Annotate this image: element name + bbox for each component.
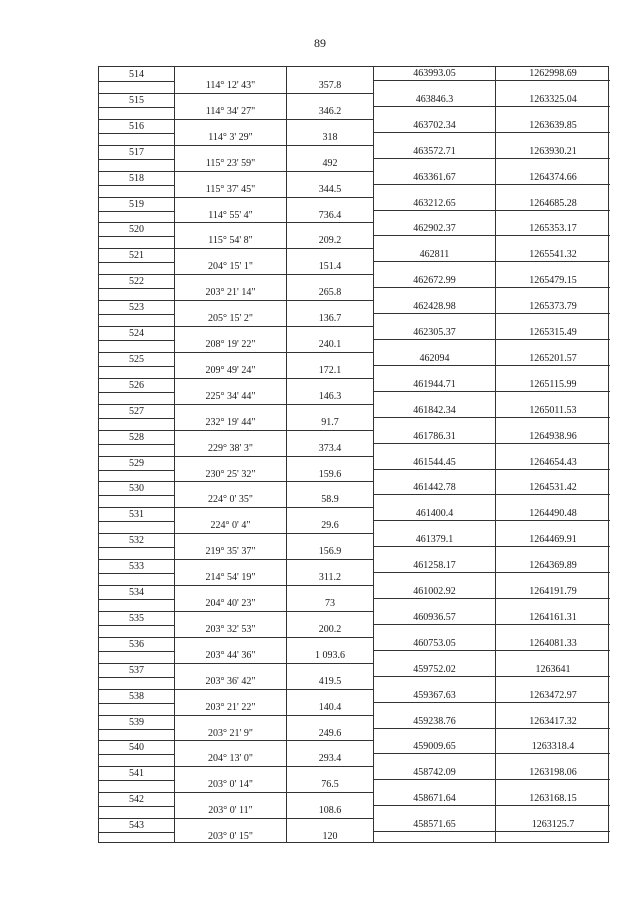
leg-distance: 76.5	[321, 779, 339, 791]
leg-distance: 151.4	[318, 261, 342, 273]
leg-distance: 419.5	[318, 675, 342, 687]
y-coordinate: 1264938.96	[529, 430, 577, 442]
x-coordinate: 459009.65	[413, 741, 456, 753]
x-coordinate: 463212.65	[413, 197, 456, 209]
direction-angle: 205° 15' 2"	[208, 313, 253, 325]
leg-distance: 311.2	[318, 572, 342, 584]
leg-distance: 140.4	[318, 701, 342, 713]
point-number: 531	[129, 509, 144, 521]
point-number: 514	[129, 69, 144, 80]
leg-distance: 58.9	[321, 494, 339, 506]
y-coordinate: 1263641	[535, 663, 571, 675]
x-coordinate: 463572.71	[413, 145, 456, 157]
direction-angle: 209° 49' 24"	[205, 364, 256, 376]
direction-angle: 203° 0' 14"	[208, 779, 253, 791]
leg-rows	[99, 67, 608, 842]
x-coordinate: 458742.09	[413, 767, 456, 779]
direction-angle: 203° 21' 14"	[205, 287, 256, 299]
point-number: 519	[129, 198, 144, 210]
direction-angle: 204° 15' 1"	[208, 261, 253, 273]
leg-distance: 265.8	[318, 287, 342, 299]
point-number: 537	[129, 664, 144, 676]
point-number: 540	[129, 742, 144, 754]
point-number: 535	[129, 612, 144, 624]
y-coordinate: 1264191.79	[529, 586, 577, 597]
direction-angle: 114° 3' 29"	[208, 131, 253, 143]
point-number: 522	[129, 276, 144, 288]
y-coordinate: 1264161.31	[529, 611, 577, 623]
y-coordinate: 1265115.99	[529, 378, 577, 390]
point-number: 529	[129, 457, 144, 469]
point-number: 518	[129, 172, 144, 184]
y-coordinate: 1265373.79	[529, 301, 577, 313]
direction-angle: 214° 54' 19"	[205, 572, 256, 584]
direction-angle: 230° 25' 32"	[205, 468, 256, 480]
y-coordinate: 1264081.33	[529, 637, 577, 649]
x-coordinate: 463361.67	[413, 171, 456, 183]
x-coordinate: 462902.37	[413, 223, 456, 235]
page-number: 89	[314, 36, 326, 50]
leg-distance: 200.2	[318, 623, 342, 635]
x-coordinate: 459238.76	[413, 715, 456, 727]
y-coordinate: 1263417.32	[529, 715, 577, 727]
x-coordinate: 461379.1	[415, 534, 454, 546]
y-coordinate: 1264531.42	[529, 482, 577, 494]
point-number: 539	[129, 716, 144, 728]
leg-distance: 108.6	[318, 805, 342, 817]
point-number: 536	[129, 638, 144, 650]
coordinates-table	[98, 66, 609, 843]
direction-angle: 203° 21' 9"	[208, 727, 253, 739]
leg-distance: 156.9	[318, 546, 342, 558]
leg-distance: 293.4	[318, 753, 342, 765]
y-coordinate: 1262998.69	[529, 68, 577, 79]
point-number: 526	[129, 379, 144, 391]
x-coordinate: 458671.64	[413, 793, 456, 805]
point-number: 528	[129, 431, 144, 443]
direction-angle: 204° 13' 0"	[208, 753, 253, 765]
leg-distance: 240.1	[318, 339, 342, 350]
point-number: 524	[129, 328, 144, 339]
point-number: 533	[129, 561, 144, 573]
y-coordinate: 1264685.28	[529, 197, 577, 209]
point-number: 542	[129, 794, 144, 806]
leg-distance: 73	[325, 598, 335, 609]
direction-angle: 115° 54' 8"	[208, 235, 253, 247]
y-coordinate: 1263639.85	[529, 119, 577, 131]
direction-angle: 225° 34' 44"	[205, 390, 256, 402]
leg-distance: 249.6	[318, 727, 342, 739]
y-coordinate: 1264469.91	[529, 534, 577, 546]
leg-distance: 344.5	[318, 183, 342, 195]
direction-angle: 114° 55' 4"	[208, 209, 253, 221]
y-coordinate: 1263318.4	[531, 741, 575, 753]
y-coordinate: 1263198.06	[529, 767, 577, 779]
leg-distance: 172.1	[318, 364, 342, 376]
point-number: 532	[129, 535, 144, 547]
leg-distance: 91.7	[321, 416, 339, 428]
y-coordinate: 1263125.7	[531, 819, 575, 831]
x-coordinate: 461442.78	[413, 482, 456, 494]
x-coordinate: 460753.05	[413, 637, 456, 649]
x-coordinate: 460936.57	[413, 611, 456, 623]
x-coordinate: 463846.3	[415, 93, 454, 105]
direction-angle: 203° 0' 11"	[208, 805, 253, 817]
direction-angle: 203° 32' 53"	[205, 623, 256, 635]
direction-angle: 219° 35' 37"	[205, 546, 256, 558]
leg-distance: 736.4	[318, 209, 342, 221]
direction-angle: 114° 34' 27"	[205, 105, 256, 117]
point-number: 521	[129, 250, 144, 262]
x-coordinate: 461786.31	[413, 430, 456, 442]
point-number: 525	[129, 353, 144, 365]
y-coordinate: 1263930.21	[529, 145, 577, 157]
direction-angle: 203° 44' 36"	[205, 649, 256, 661]
leg-distance: 120	[322, 831, 338, 843]
point-number: 530	[129, 483, 144, 495]
x-coordinate: 462305.37	[413, 327, 456, 338]
direction-angle: 229° 38' 3"	[208, 442, 253, 454]
leg-distance: 318	[322, 131, 338, 143]
x-coordinate: 462672.99	[413, 275, 456, 287]
direction-angle: 115° 37' 45"	[205, 183, 256, 195]
direction-angle: 114° 12' 43"	[205, 80, 256, 91]
leg-distance: 357.8	[318, 80, 342, 91]
leg-distance: 1 093.6	[315, 649, 345, 661]
leg-distance: 29.6	[321, 520, 339, 532]
x-coordinate: 461002.92	[413, 586, 456, 597]
point-number: 517	[129, 146, 144, 158]
leg-distance: 209.2	[318, 235, 342, 247]
x-coordinate: 462094	[419, 352, 450, 364]
x-coordinate: 461842.34	[413, 404, 456, 416]
y-coordinate: 1264654.43	[529, 456, 577, 468]
x-coordinate: 462811	[419, 249, 450, 261]
y-coordinate: 1264369.89	[529, 560, 577, 572]
x-coordinate: 459367.63	[413, 689, 456, 701]
direction-angle: 208° 19' 22"	[205, 339, 256, 350]
point-number: 523	[129, 302, 144, 314]
x-coordinate: 462428.98	[413, 301, 456, 313]
direction-angle: 203° 21' 22"	[205, 701, 256, 713]
leg-distance: 136.7	[318, 313, 342, 325]
direction-angle: 203° 0' 15"	[208, 831, 253, 843]
y-coordinate: 1265011.53	[529, 404, 577, 416]
x-coordinate: 461944.71	[413, 378, 456, 390]
direction-angle: 224° 0' 35"	[208, 494, 253, 506]
leg-distance: 159.6	[318, 468, 342, 480]
y-coordinate: 1265315.49	[529, 327, 577, 338]
x-coordinate: 459752.02	[413, 663, 456, 675]
point-number: 543	[129, 820, 144, 832]
y-coordinate: 1265541.32	[529, 249, 577, 261]
point-number: 538	[129, 690, 144, 702]
y-coordinate: 1263168.15	[529, 793, 577, 805]
y-coordinate: 1264490.48	[529, 508, 577, 520]
y-coordinate: 1263472.97	[529, 689, 577, 701]
direction-angle: 232° 19' 44"	[205, 416, 256, 428]
point-number: 541	[129, 768, 144, 780]
direction-angle: 204° 40' 23"	[205, 598, 256, 609]
direction-angle: 115° 23' 59"	[205, 157, 256, 169]
point-number: 516	[129, 120, 144, 132]
x-coordinate: 461258.17	[413, 560, 456, 572]
direction-angle: 224° 0' 4"	[210, 520, 251, 532]
y-coordinate: 1263325.04	[529, 93, 577, 105]
y-coordinate: 1265479.15	[529, 275, 577, 287]
x-coordinate: 461544.45	[413, 456, 456, 468]
point-number: 515	[129, 94, 144, 106]
leg-distance: 492	[322, 157, 338, 169]
leg-distance: 373.4	[318, 442, 342, 454]
direction-angle: 203° 36' 42"	[205, 675, 256, 687]
point-number: 520	[129, 224, 144, 236]
leg-distance: 346.2	[318, 105, 342, 117]
x-coordinate: 463993.05	[413, 68, 456, 79]
y-coordinate: 1265353.17	[529, 223, 577, 235]
leg-distance: 146.3	[318, 390, 342, 402]
x-coordinate: 458571.65	[413, 819, 456, 831]
y-coordinate: 1264374.66	[529, 171, 577, 183]
point-number: 534	[129, 587, 144, 598]
x-coordinate: 463702.34	[413, 119, 456, 131]
point-number: 527	[129, 405, 144, 417]
y-coordinate: 1265201.57	[529, 352, 577, 364]
x-coordinate: 461400.4	[415, 508, 454, 520]
